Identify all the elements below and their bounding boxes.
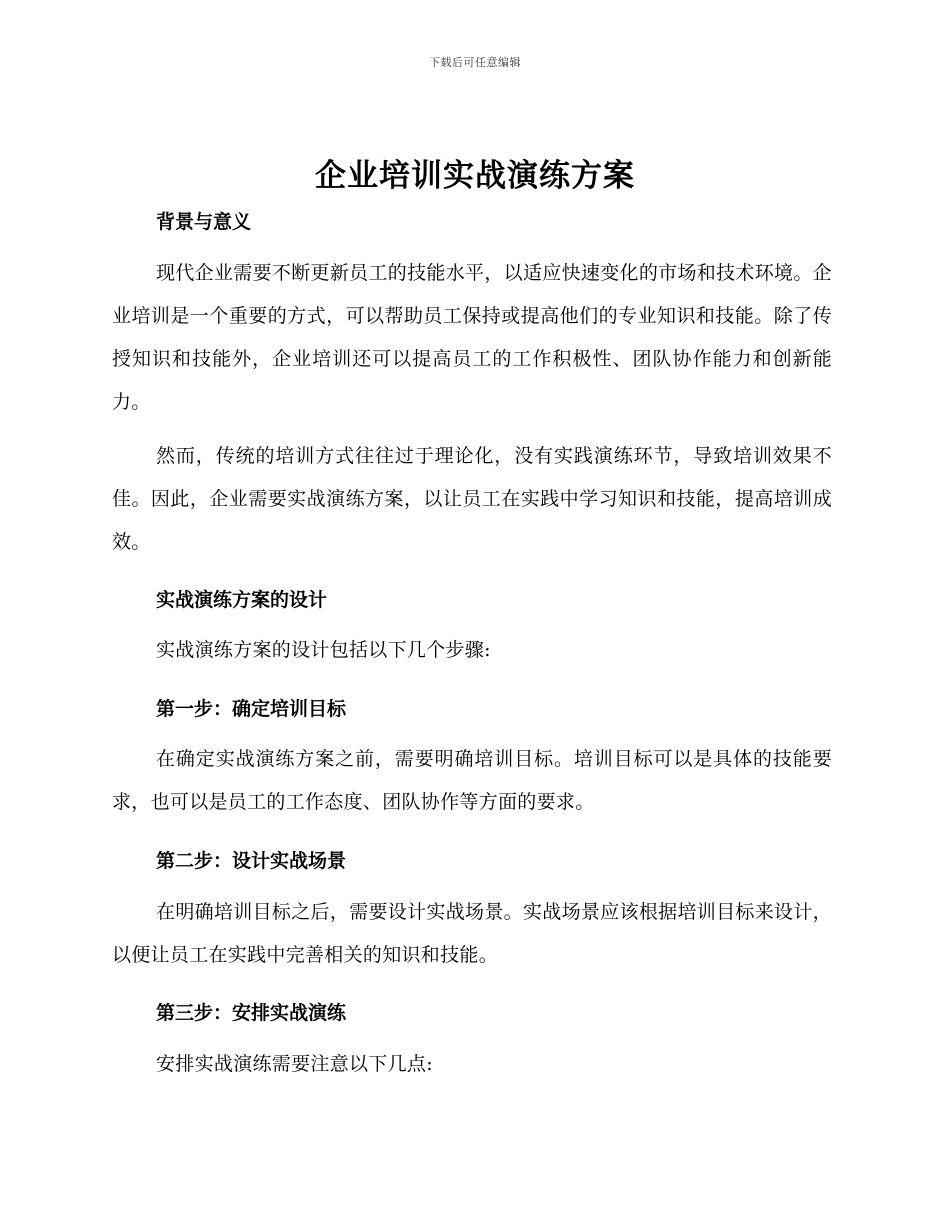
paragraph-step-1: 在确定实战演练方案之前，需要明确培训目标。培训目标可以是具体的技能要求，也可以是员工的工作态度、团队协作等方面的要求。 bbox=[112, 748, 832, 813]
heading-background: 背景与意义 bbox=[156, 211, 252, 233]
heading-step-2: 第二步：设计实战场景 bbox=[156, 850, 347, 872]
heading-design: 实战演练方案的设计 bbox=[156, 589, 328, 611]
paragraph-design-intro: 实战演练方案的设计包括以下几个步骤: bbox=[156, 639, 491, 661]
paragraph-background-2: 然而，传统的培训方式往往过于理论化，没有实践演练环节，导致培训效果不佳。因此，企业需要实战演练方案，以让员工在实践中学习知识和技能，提高培训成效。 bbox=[112, 445, 832, 553]
heading-step-3: 第三步：安排实战演练 bbox=[156, 1002, 347, 1024]
heading-step-1: 第一步：确定培训目标 bbox=[156, 698, 347, 720]
paragraph-step-3: 安排实战演练需要注意以下几点: bbox=[156, 1053, 433, 1075]
header-note: 下载后可任意编辑 bbox=[429, 56, 521, 69]
paragraph-background-1: 现代企业需要不断更新员工的技能水平，以适应快速变化的市场和技术环境。企业培训是一个重要的方式，可以帮助员工保持或提高他们的专业知识和技能。除了传授知识和技能外，企业培训还可以提高员工的工作积极性、团队协作能力和创新能力。 bbox=[112, 262, 832, 413]
document-title: 企业培训实战演练方案 bbox=[315, 158, 635, 194]
paragraph-step-2: 在明确培训目标之后，需要设计实战场景。实战场景应该根据培训目标来设计，以便让员工在实践中完善相关的知识和技能。 bbox=[112, 901, 832, 966]
